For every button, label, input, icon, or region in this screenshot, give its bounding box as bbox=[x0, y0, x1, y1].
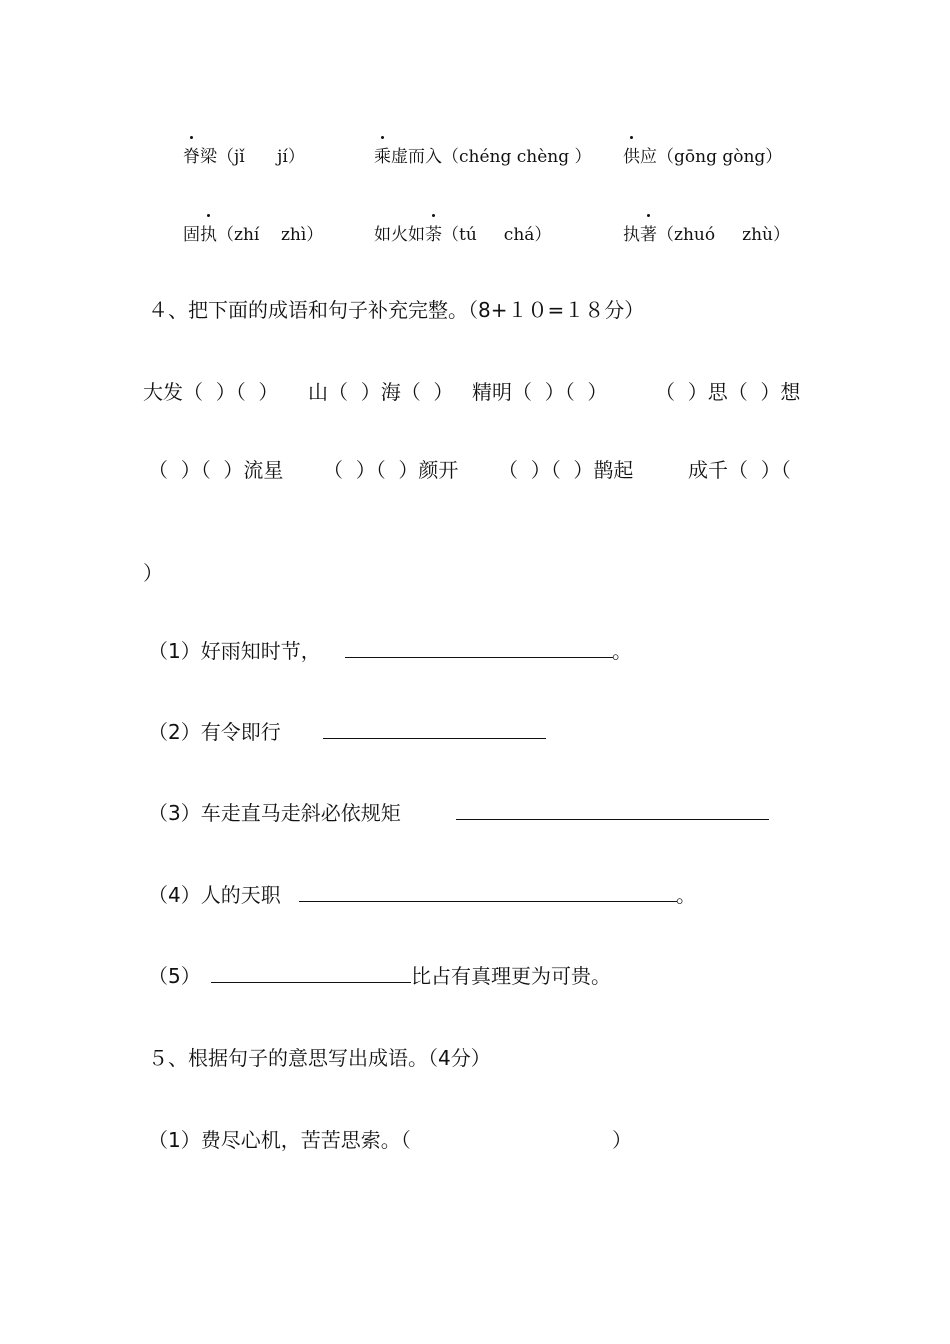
emphasis-dot bbox=[381, 136, 384, 139]
idiom-chengqian: 成千（ ）（ bbox=[688, 458, 791, 482]
answer-blank-5[interactable] bbox=[211, 982, 411, 983]
sentence-1-label: （1）好雨知时节， bbox=[148, 639, 321, 663]
answer-blank-4[interactable] bbox=[299, 901, 677, 902]
sentence-1-end: 。 bbox=[612, 639, 632, 663]
answer-blank-2[interactable] bbox=[323, 738, 546, 739]
sentence-2-label: （2）有令即行 bbox=[148, 720, 281, 744]
emphasis-dot bbox=[432, 214, 435, 217]
answer-blank-1[interactable] bbox=[345, 657, 613, 658]
emphasis-dot bbox=[647, 214, 650, 217]
sentence-4-end: 。 bbox=[676, 883, 696, 907]
pinyin-item-guzhi: 固 执（zhí zhì） bbox=[183, 220, 323, 245]
q5-sentence-1-end: ） bbox=[612, 1128, 632, 1152]
idiom-queqi: （ ）（ ）鹊起 bbox=[498, 458, 634, 482]
dotted-char: 著 bbox=[640, 220, 657, 245]
idiom-liuxing: （ ）（ ）流星 bbox=[148, 458, 284, 482]
q4-heading: ４、把下面的成语和句子补充完整。（8+１０=１８分） bbox=[148, 298, 645, 322]
idiom-shanhai: 山（ ）海（ ） bbox=[308, 380, 454, 404]
dotted-char: 脊 bbox=[183, 142, 200, 167]
idiom-jingming: 精明（ ）（ ） bbox=[472, 380, 608, 404]
sentence-5-label: （5） bbox=[148, 964, 201, 988]
idiom-sixiang: （ ）思（ ）想 bbox=[655, 380, 801, 404]
dotted-char: 执 bbox=[200, 220, 217, 245]
sentence-5-end: 比占有真理更为可贵。 bbox=[411, 964, 611, 988]
sentence-4-label: （4）人的天职 bbox=[148, 883, 281, 907]
q5-sentence-1-label: （1）费尽心机，苦苦思索。（ bbox=[148, 1128, 411, 1152]
dotted-char: 供 bbox=[623, 142, 640, 167]
pinyin-item-gongying: 供应（gōng gòng） bbox=[623, 142, 782, 167]
answer-blank-3[interactable] bbox=[456, 819, 769, 820]
pinyin-item-jiliang: 脊梁（jǐ jí） bbox=[183, 142, 305, 167]
pinyin-item-ruhuorutu: 如火如 荼（tú chá） bbox=[374, 220, 551, 245]
dotted-char: 乘 bbox=[374, 142, 391, 167]
idiom-yankai: （ ）（ ）颜开 bbox=[323, 458, 459, 482]
emphasis-dot bbox=[190, 136, 193, 139]
idiom-chengqian-close: ） bbox=[143, 561, 163, 585]
sentence-3-label: （3）车走直马走斜必依规矩 bbox=[148, 801, 401, 825]
pinyin-item-chengxu: 乘虚而入（chéng chèng ） bbox=[374, 142, 592, 167]
dotted-char: 荼 bbox=[425, 220, 442, 245]
pinyin-item-zhizhu: 执 著（zhuó zhù） bbox=[623, 220, 790, 245]
emphasis-dot bbox=[630, 136, 633, 139]
idiom-dafa: 大发（ ）（ ） bbox=[143, 380, 279, 404]
q5-heading: ５、根据句子的意思写出成语。（4分） bbox=[148, 1046, 491, 1070]
emphasis-dot bbox=[207, 214, 210, 217]
